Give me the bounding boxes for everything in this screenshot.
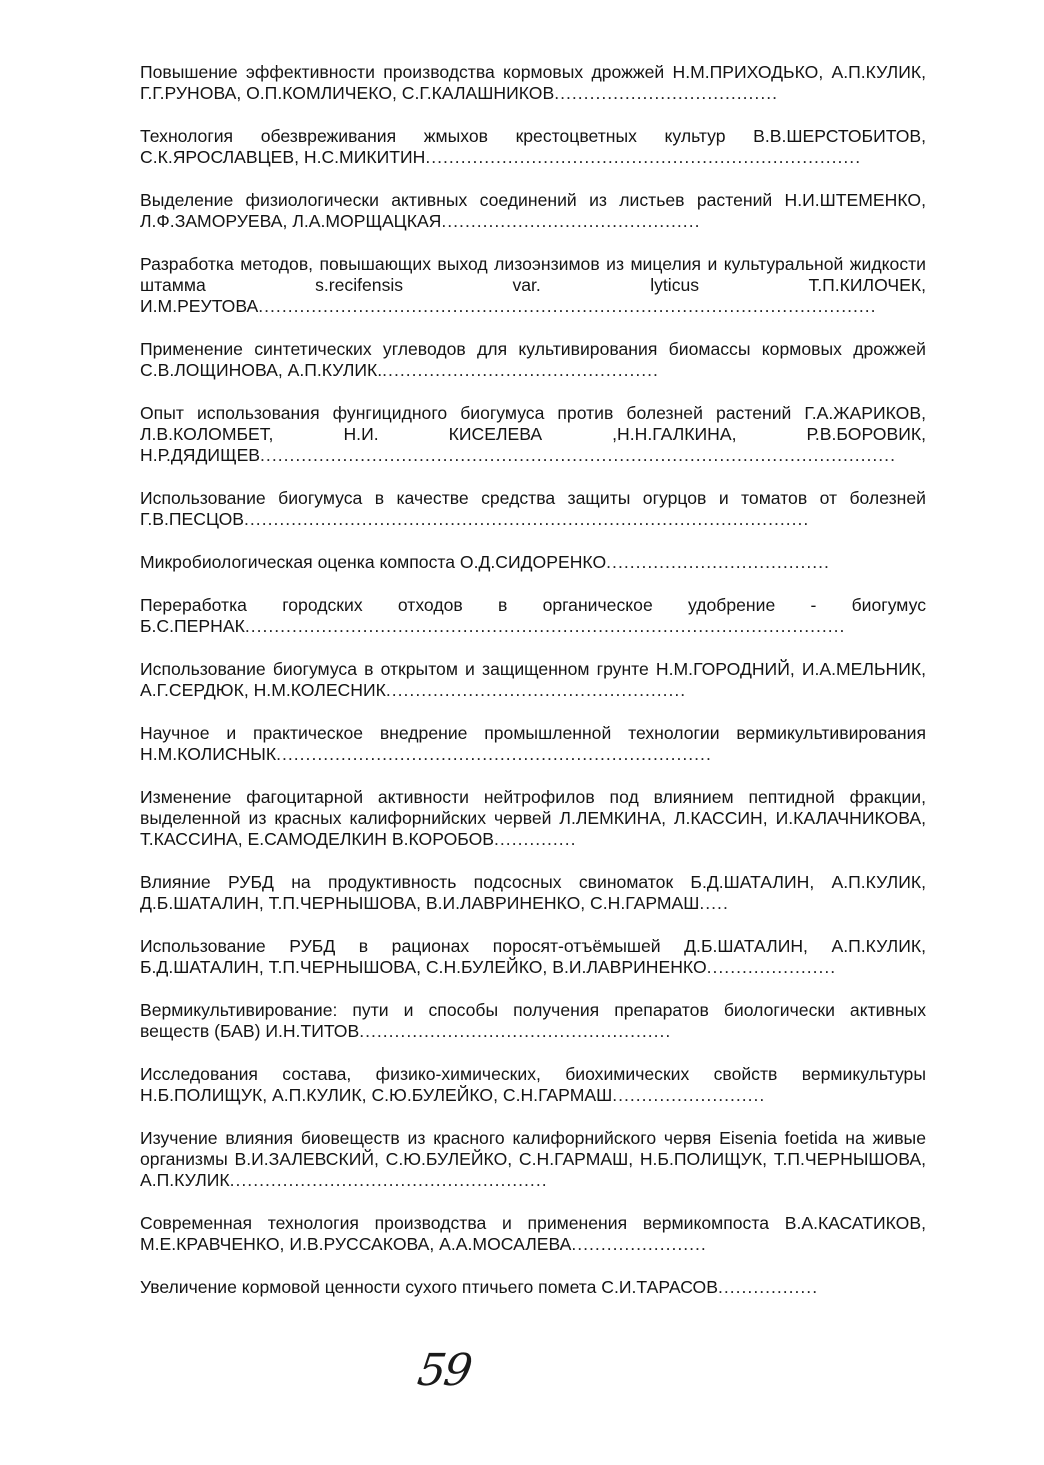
toc-entry	[140, 595, 926, 637]
toc-entry-text: Изучение влияния биовеществ из красного калифорнийского червя Eisenia foetida на живые организмы В.И.ЗАЛЕВСКИЙ, С.Ю.БУЛЕЙКО, С.Н.ГАРМАШ, Н.Б.ПОЛИЩУК, Т.П.ЧЕРНЫШОВА, А.П.КУЛИК	[140, 1128, 926, 1190]
toc-entry	[140, 1128, 926, 1191]
toc-entry	[140, 403, 926, 466]
toc-entry-text: Научное и практическое внедрение промышленной технологии вермикультивирования Н.М.КОЛИСНЫК	[140, 723, 926, 764]
toc-entry-text: Опыт использования фунгицидного биогумуса против болезней растений Г.А.ЖАРИКОВ, Л.В.КОЛОМБЕТ, Н.И. КИСЕЛЕВА ,Н.Н.ГАЛКИНА, Р.В.БОРОВИК, Н.Р.ДЯДИЩЕВ	[140, 403, 926, 465]
toc-entry-text: Влияние РУБД на продуктивность подсосных свиноматок Б.Д.ШАТАЛИН, А.П.КУЛИК, Д.Б.ШАТАЛИН, Т.П.ЧЕРНЫШОВА, В.И.ЛАВРИНЕНКО, С.Н.ГАРМАШ	[140, 872, 926, 913]
toc-entry-leader: ..........................................................................	[276, 744, 712, 764]
toc-entry-text: Исследования состава, физико-химических, биохимических свойств вермикультуры Н.Б.ПОЛИЩУК, А.П.КУЛИК, С.Ю.БУЛЕЙКО, С.Н.ГАРМАШ	[140, 1064, 926, 1105]
toc-entry-text: Выделение физиологически активных соединений из листьев растений Н.И.ШТЕМЕНКО, Л.Ф.ЗАМОРУЕВА, Л.А.МОРЩАЦКАЯ	[140, 190, 926, 231]
toc-entry	[140, 1064, 926, 1106]
page-number: 59	[414, 1345, 474, 1396]
toc-entry	[140, 1277, 926, 1298]
toc-entry-leader: ......................................	[554, 83, 778, 103]
toc-entry-leader: ......................................	[606, 552, 830, 572]
toc-entry-text: Изменение фагоцитарной активности нейтрофилов под влиянием пептидной фракции, выделенной из красных калифорнийских червей Л.ЛЕМКИНА, Л.КАССИН, И.КАЛАЧНИКОВА, Т.КАССИНА, Е.САМОДЕЛКИН В.КОРОБОВ	[140, 787, 926, 849]
toc-entry	[140, 1213, 926, 1255]
toc-entry	[140, 488, 926, 530]
toc-entry-leader: .....................................................	[359, 1021, 672, 1041]
toc-entry	[140, 787, 926, 850]
toc-entry	[140, 190, 926, 232]
toc-entry	[140, 552, 926, 573]
toc-entry-text: Вермикультивирование: пути и способы получения препаратов биологически активных веществ (БАВ) И.Н.ТИТОВ	[140, 1000, 926, 1041]
toc-entry-text: Использование биогумуса в открытом и защищенном грунте Н.М.ГОРОДНИЙ, И.А.МЕЛЬНИК, А.Г.СЕРДЮК, Н.М.КОЛЕСНИК	[140, 659, 926, 700]
toc-entry	[140, 126, 926, 168]
toc-entry	[140, 723, 926, 765]
toc-entry-leader: ............................................................................................................	[260, 445, 896, 465]
toc-entry-leader: ..............	[494, 829, 577, 849]
toc-entry-leader: ......................................................................................................	[244, 616, 846, 636]
toc-entry	[140, 254, 926, 317]
toc-entry-text: Использование РУБД в рационах поросят-отъёмышей Д.Б.ШАТАЛИН, А.П.КУЛИК, Б.Д.ШАТАЛИН, Т.П.ЧЕРНЫШОВА, С.Н.БУЛЕЙКО, В.И.ЛАВРИНЕНКО	[140, 936, 926, 977]
toc-entry-text: Повышение эффективности производства кормовых дрожжей Н.М.ПРИХОДЬКО, А.П.КУЛИК, Г.Г.РУНОВА, О.П.КОМЛИЧЕКО, С.Г.КАЛАШНИКОВ	[140, 62, 926, 103]
toc-entry	[140, 936, 926, 978]
toc-entry-leader: ...................................................	[385, 680, 687, 700]
toc-entry-leader: ......................................................	[229, 1170, 548, 1190]
toc-entry	[140, 659, 926, 701]
toc-entry-leader: ......................	[706, 957, 837, 977]
toc-entry-text: Современная технология производства и применения вермикомпоста В.А.КАСАТИКОВ, М.Е.КРАВЧЕНКО, И.В.РУССАКОВА, А.А.МОСАЛЕВА	[140, 1213, 926, 1254]
toc-entry-text: Применение синтетических углеводов для культивирования биомассы кормовых дрожжей С.В.ЛОЩИНОВА, А.П.КУЛИК.	[140, 339, 926, 380]
table-of-contents	[140, 62, 926, 1298]
toc-entry-text: Использование биогумуса в качестве средства защиты огурцов и томатов от болезней Г.В.ПЕСЦОВ	[140, 488, 926, 529]
toc-entry-leader: .......................	[571, 1234, 707, 1254]
toc-entry-leader: ..........................................................................	[425, 147, 862, 167]
toc-entry-text: Микробиологическая оценка компоста О.Д.СИДОРЕНКО	[140, 552, 607, 572]
toc-entry-text: Увеличение кормовой ценности сухого птичьего помета С.И.ТАРАСОВ	[140, 1277, 718, 1297]
toc-entry-text: Разработка методов, повышающих выход лизоэнзимов из мицелия и культуральной жидкости штамма s.recifensis var. lyticus Т.П.КИЛОЧЕК, И.М.РЕУТОВА	[140, 254, 926, 316]
toc-entry	[140, 872, 926, 914]
toc-entry	[140, 62, 926, 104]
toc-entry-leader: ...............................................	[382, 360, 659, 380]
toc-entry-leader: .........................................................................................................	[258, 296, 877, 316]
toc-entry-text: Переработка городских отходов в органическое удобрение - биогумус Б.С.ПЕРНАК	[140, 595, 926, 636]
toc-entry-leader: ............................................	[441, 211, 701, 231]
toc-entry-leader: .....	[699, 893, 729, 913]
toc-entry-leader: .................	[717, 1277, 819, 1297]
toc-entry	[140, 339, 926, 381]
toc-entry-leader: ..........................	[612, 1085, 766, 1105]
toc-entry-text: Технология обезвреживания жмыхов крестоцветных культур В.В.ШЕРСТОБИТОВ, С.К.ЯРОСЛАВЦЕВ, Н.С.МИКИТИН	[140, 126, 926, 167]
toc-entry-leader: ................................................................................................	[244, 509, 810, 529]
toc-entry	[140, 1000, 926, 1042]
